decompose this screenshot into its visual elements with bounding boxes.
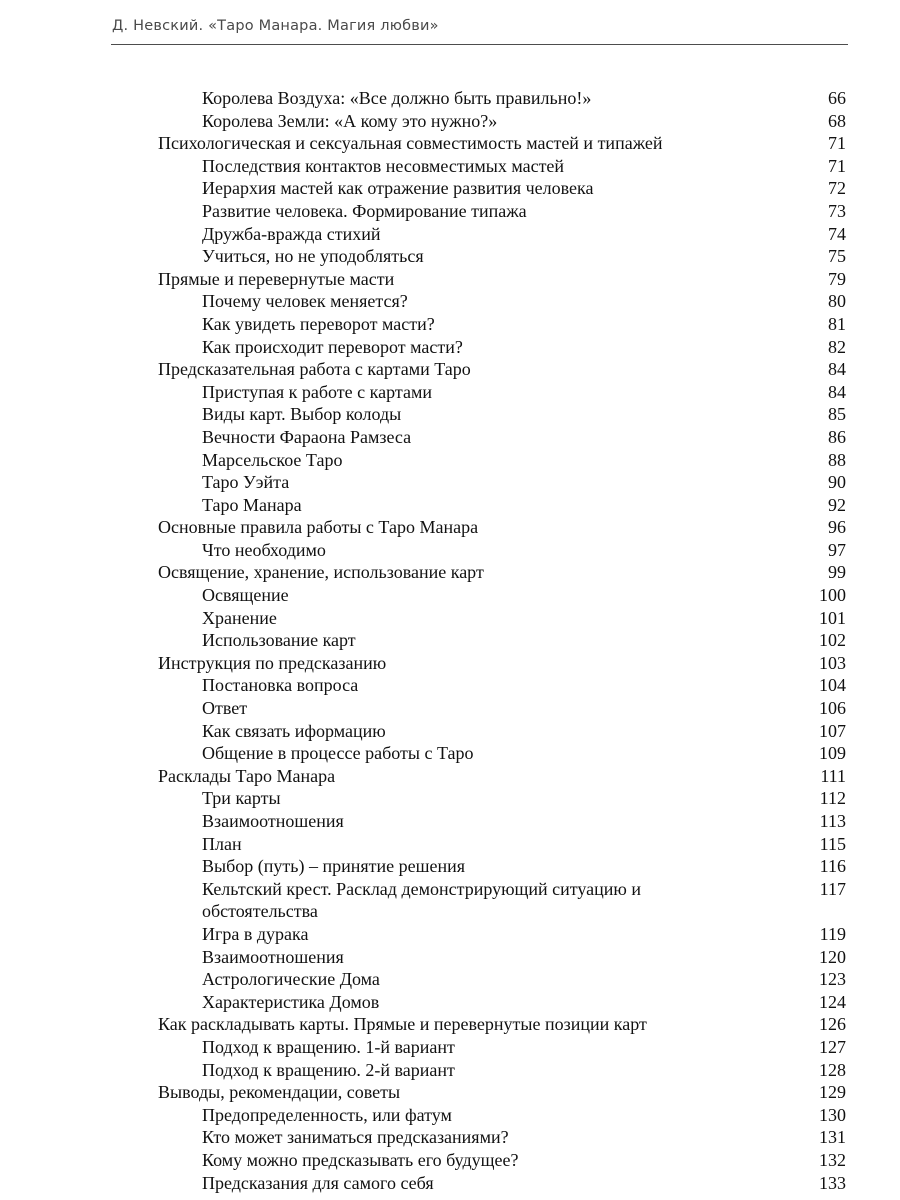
toc-entry-title: Три карты — [202, 788, 281, 809]
toc-section-entry — [0, 110, 900, 133]
toc-chapter-entry — [0, 765, 900, 788]
toc-entry-title: Общение в процессе работы с Таро — [202, 743, 474, 764]
toc-entry-page-number: 104 — [819, 675, 846, 696]
toc-entry-page-number: 68 — [828, 110, 846, 131]
toc-chapter-entry — [0, 132, 900, 155]
toc-entry-title: Таро Манара — [202, 494, 302, 515]
toc-section-entry — [0, 313, 900, 336]
toc-entry-page-number: 133 — [819, 1172, 846, 1193]
toc-section-entry — [0, 155, 900, 178]
toc-entry-page-number: 84 — [828, 359, 846, 380]
toc-entry-title: Королева Воздуха: «Все должно быть правильно!» — [202, 88, 592, 108]
toc-entry-title: Что необходимо — [202, 539, 326, 560]
toc-section-entry — [0, 336, 900, 359]
toc-entry-page-number: 109 — [819, 743, 846, 764]
toc-section-entry — [0, 674, 900, 697]
toc-chapter-entry — [0, 652, 900, 675]
toc-section-entry — [0, 697, 900, 720]
toc-section-entry — [0, 200, 900, 223]
toc-entry-title: Взаимоотношения — [202, 811, 344, 831]
toc-entry-title: Постановка вопроса — [202, 675, 359, 696]
toc-chapter-entry — [0, 561, 900, 584]
toc-entry-title: Виды карт. Выбор колоды — [202, 404, 402, 425]
toc-section-entry — [0, 855, 900, 878]
toc-section-entry — [0, 539, 900, 562]
toc-entry-page-number: 88 — [828, 449, 846, 470]
toc-section-entry — [0, 223, 900, 246]
toc-section-entry — [0, 968, 900, 991]
toc-entry-title: Игра в дурака — [202, 923, 309, 944]
toc-section-entry — [0, 787, 900, 810]
toc-chapter-entry — [0, 516, 900, 539]
toc-section-entry — [0, 1059, 900, 1082]
toc-entry-page-number: 71 — [828, 133, 846, 154]
toc-entry-title: Последствия контактов несовместимых мастей — [202, 155, 565, 176]
toc-entry-title: Подход к вращению. 2-й вариант — [202, 1059, 455, 1080]
toc-entry-page-number: 84 — [828, 381, 846, 402]
toc-entry-title: Выводы, рекомендации, советы — [158, 1082, 401, 1103]
toc-entry-title: Иерархия мастей как отражение развития человека — [202, 178, 594, 199]
toc-section-entry — [0, 381, 900, 404]
toc-entry-title: Учиться, но не уподобляться — [202, 246, 424, 267]
toc-entry-page-number: 112 — [819, 788, 846, 809]
toc-entry-page-number: 128 — [819, 1059, 846, 1080]
toc-entry-page-number: 131 — [819, 1127, 846, 1148]
toc-entry-page-number: 72 — [828, 178, 846, 199]
toc-entry-page-number: 126 — [819, 1014, 846, 1035]
toc-section-entry — [0, 471, 900, 494]
toc-entry-page-number: 127 — [819, 1036, 846, 1057]
toc-entry-title: Как связать иформацию — [202, 720, 386, 741]
toc-entry-page-number: 103 — [819, 652, 846, 673]
toc-section-entry — [0, 1172, 900, 1195]
toc-chapter-entry — [0, 1081, 900, 1104]
toc-entry-page-number: 130 — [819, 1104, 846, 1125]
table-of-contents — [0, 87, 900, 1194]
toc-entry-page-number: 66 — [828, 88, 846, 108]
toc-entry-page-number: 79 — [828, 268, 846, 289]
toc-section-entry — [0, 629, 900, 652]
toc-entry-title: Развитие человека. Формирование типажа — [202, 200, 527, 221]
toc-section-entry — [0, 87, 900, 110]
toc-entry-page-number: 90 — [828, 472, 846, 493]
toc-section-entry — [0, 810, 900, 833]
toc-entry-title: Как происходит переворот масти? — [202, 336, 463, 357]
toc-entry-page-number: 86 — [828, 426, 846, 447]
toc-section-entry — [0, 1149, 900, 1172]
toc-entry-title: Дружба-вражда стихий — [202, 223, 381, 244]
toc-entry-title: Подход к вращению. 1-й вариант — [202, 1036, 455, 1057]
toc-entry-title: Взаимоотношения — [202, 946, 344, 967]
toc-entry-page-number: 92 — [828, 494, 846, 515]
toc-entry-page-number: 113 — [819, 811, 846, 831]
toc-entry-page-number: 120 — [819, 946, 846, 967]
toc-entry-page-number: 74 — [828, 223, 846, 244]
toc-section-entry — [0, 245, 900, 268]
toc-section-entry — [0, 403, 900, 426]
toc-entry-title: Основные правила работы с Таро Манара — [158, 517, 479, 538]
toc-entry-title: Приступая к работе с картами — [202, 381, 432, 402]
toc-entry-page-number: 124 — [819, 991, 846, 1012]
toc-entry-page-number: 75 — [828, 246, 846, 267]
toc-entry-page-number: 97 — [828, 539, 846, 560]
toc-entry-title: Использование карт — [202, 630, 356, 651]
toc-entry-page-number: 129 — [819, 1082, 846, 1103]
toc-entry-title: План — [202, 833, 242, 854]
toc-entry-page-number: 115 — [819, 833, 846, 854]
header-divider — [111, 44, 848, 45]
toc-chapter-entry — [0, 358, 900, 381]
toc-entry-page-number: 73 — [828, 200, 846, 221]
toc-entry-title: Предсказания для самого себя — [202, 1172, 434, 1193]
running-header-title: Д. Невский. «Таро Манара. Магия любви» — [112, 18, 439, 34]
toc-entry-page-number: 80 — [828, 291, 846, 312]
toc-section-entry — [0, 1126, 900, 1149]
toc-entry-title: Инструкция по предсказанию — [158, 652, 387, 673]
toc-section-entry — [0, 177, 900, 200]
toc-entry-page-number: 100 — [819, 585, 846, 606]
toc-entry-page-number: 116 — [819, 856, 846, 877]
toc-entry-page-number: 117 — [819, 878, 846, 899]
toc-section-entry — [0, 720, 900, 743]
toc-chapter-entry — [0, 268, 900, 291]
toc-entry-title: Характеристика Домов — [202, 991, 380, 1012]
toc-entry-page-number: 132 — [819, 1149, 846, 1170]
toc-entry-page-number: 82 — [828, 336, 846, 357]
toc-entry-page-number: 85 — [828, 404, 846, 425]
toc-entry-page-number: 119 — [819, 923, 846, 944]
toc-entry-title: Предопределенность, или фатум — [202, 1104, 452, 1125]
toc-entry-title: Выбор (путь) – принятие решения — [202, 856, 466, 877]
toc-entry-page-number: 111 — [820, 765, 846, 786]
toc-section-entry — [0, 742, 900, 765]
toc-entry-title: Прямые и перевернутые масти — [158, 268, 395, 289]
toc-entry-title: Кто может заниматься предсказаниями? — [202, 1127, 509, 1148]
toc-section-entry — [0, 833, 900, 856]
toc-entry-title: Хранение — [202, 607, 277, 628]
toc-entry-page-number: 96 — [828, 517, 846, 538]
toc-entry-page-number: 101 — [819, 607, 846, 628]
toc-entry-title: Королева Земли: «А кому это нужно?» — [202, 110, 498, 131]
toc-section-entry — [0, 1036, 900, 1059]
toc-entry-title: Кельтский крест. Расклад демонстрирующий ситуацию и обстоятельства — [202, 878, 642, 922]
toc-section-entry — [0, 1104, 900, 1127]
toc-entry-title: Ответ — [202, 698, 248, 719]
toc-entry-title: Вечности Фараона Рамзеса — [202, 426, 412, 447]
toc-entry-page-number: 107 — [819, 720, 846, 741]
toc-section-entry — [0, 878, 900, 923]
toc-entry-title: Как увидеть переворот масти? — [202, 313, 435, 334]
toc-entry-title: Расклады Таро Манара — [158, 765, 336, 786]
toc-entry-page-number: 106 — [819, 698, 846, 719]
toc-section-entry — [0, 449, 900, 472]
toc-entry-page-number: 99 — [828, 562, 846, 583]
toc-chapter-entry — [0, 1013, 900, 1036]
toc-entry-page-number: 81 — [828, 313, 846, 334]
toc-entry-title: Предсказательная работа с картами Таро — [158, 359, 471, 380]
toc-section-entry — [0, 494, 900, 517]
toc-entry-page-number: 123 — [819, 969, 846, 990]
toc-section-entry — [0, 923, 900, 946]
toc-entry-title: Психологическая и сексуальная совместимость мастей и типажей — [158, 133, 663, 154]
toc-entry-title: Освящение, хранение, использование карт — [158, 562, 484, 583]
toc-section-entry — [0, 290, 900, 313]
toc-entry-title: Почему человек меняется? — [202, 291, 408, 312]
toc-section-entry — [0, 426, 900, 449]
toc-section-entry — [0, 991, 900, 1014]
toc-entry-page-number: 71 — [828, 155, 846, 176]
toc-section-entry — [0, 607, 900, 630]
toc-entry-title: Освящение — [202, 585, 289, 606]
toc-entry-title: Таро Уэйта — [202, 472, 290, 493]
toc-entry-page-number: 102 — [819, 630, 846, 651]
toc-section-entry — [0, 584, 900, 607]
toc-section-entry — [0, 946, 900, 969]
toc-entry-title: Как раскладывать карты. Прямые и перевернутые позиции карт — [158, 1014, 647, 1035]
toc-entry-title: Кому можно предсказывать его будущее? — [202, 1149, 519, 1170]
toc-entry-title: Астрологические Дома — [202, 969, 380, 990]
toc-entry-title: Марсельское Таро — [202, 449, 343, 470]
